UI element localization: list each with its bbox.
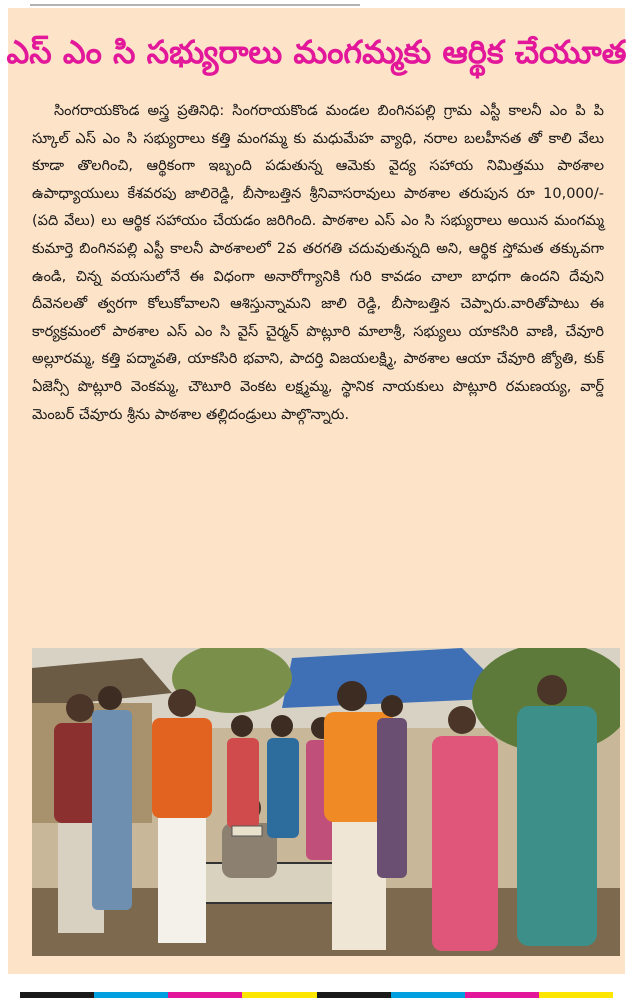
registration-swatch [242,992,316,998]
registration-swatch [539,992,613,998]
registration-swatch [20,992,94,998]
registration-swatch [317,992,391,998]
registration-swatch [168,992,242,998]
cash-note [232,826,262,836]
person-3 [152,689,212,943]
registration-marks [20,992,613,998]
person-8 [377,695,407,878]
registration-swatch [94,992,168,998]
article-headline: ఎస్ ఎం సి సభ్యురాలు మంగమ్మకు ఆర్థిక చేయూత [6,33,627,71]
registration-swatch [465,992,539,998]
person-9 [432,706,498,951]
photo-illustration [32,648,620,956]
article-body [32,98,604,628]
news-clipping [8,8,625,974]
cut-line [30,0,360,6]
previous-article-strip [0,0,633,8]
registration-swatch [391,992,465,998]
article-paragraph: సింగరాయకొండ అస్త్ర ప్రతినిధి: సింగరాయకొండ మండల బింగినపల్లి గ్రామ ఎస్టీ కాలనీ ఎం పి పి స్కూల్ ఎస్ ఎం సి సభ్యురాలు కత్తి మంగమ్మ కు మధుమేహ వ్యాధి, నరాల బలహీనత తో కాలి వేలు కూడా తొలగించి, ఆర్థికంగా ఇబ్బంది పడుతున్న ఆమెకు వైద్య సహాయ నిమిత్తము పాఠశాల ఉపాధ్యాయులు కేశవరపు జాలిరెడ్డి, బీసాబత్తిన శ్రీనివాసరావులు పాఠశాల తరుపున రూ 10,000/- (పది వేలు) లు ఆర్థిక సహాయం చేయడం జరిగింది. పాఠశాల ఎస్ ఎం సి సభ్యురాలు అయిన మంగమ్మ కుమార్తె బింగినపల్లి ఎస్టీ కాలనీ పాఠశాలలో 2వ తరగతి చదువుతున్నది అని, ఆర్థిక స్తోమత తక్కువగా ఉండి, చిన్న వయసులోనే ఈ విధంగా అనారోగ్యానికి గురి కావడం చాలా బాధగా ఉందని దేవుని దీవెనలతో త్వరగా కోలుకోవాలని ఆశిస్తున్నామని జాలి రెడ్డి, బీసాబత్తిన చెప్పారు.వారితోపాటు ఈ కార్యక్రమంలో పాఠశాల ఎస్ ఎం సి వైస్ చైర్మన్ పొట్లూరి మాలాశ్రీ, సభ్యులు యాకసిరి వాణి, చేవూరి అల్లూరమ్మ, కత్తి పద్మావతి, యాకసిరి భవాని, పాదర్తి విజయలక్ష్మి, పాఠశాల ఆయా చేవూరి జ్యోతి, కుక్ ఏజెన్సీ పొట్లూరి వెంకమ్మ, చౌటూరి వెంకట లక్ష్మమ్మ, స్థానిక నాయకులు పొట్లూరి రమణయ్య, వార్డ్ మెంబర్ చేవూరు శ్రీను పాఠశాల తల్లిదండ్రులు పాల్గొన్నారు. [32,103,604,423]
article-photo [32,648,620,956]
person-2 [92,686,132,910]
person-10 [517,675,597,946]
